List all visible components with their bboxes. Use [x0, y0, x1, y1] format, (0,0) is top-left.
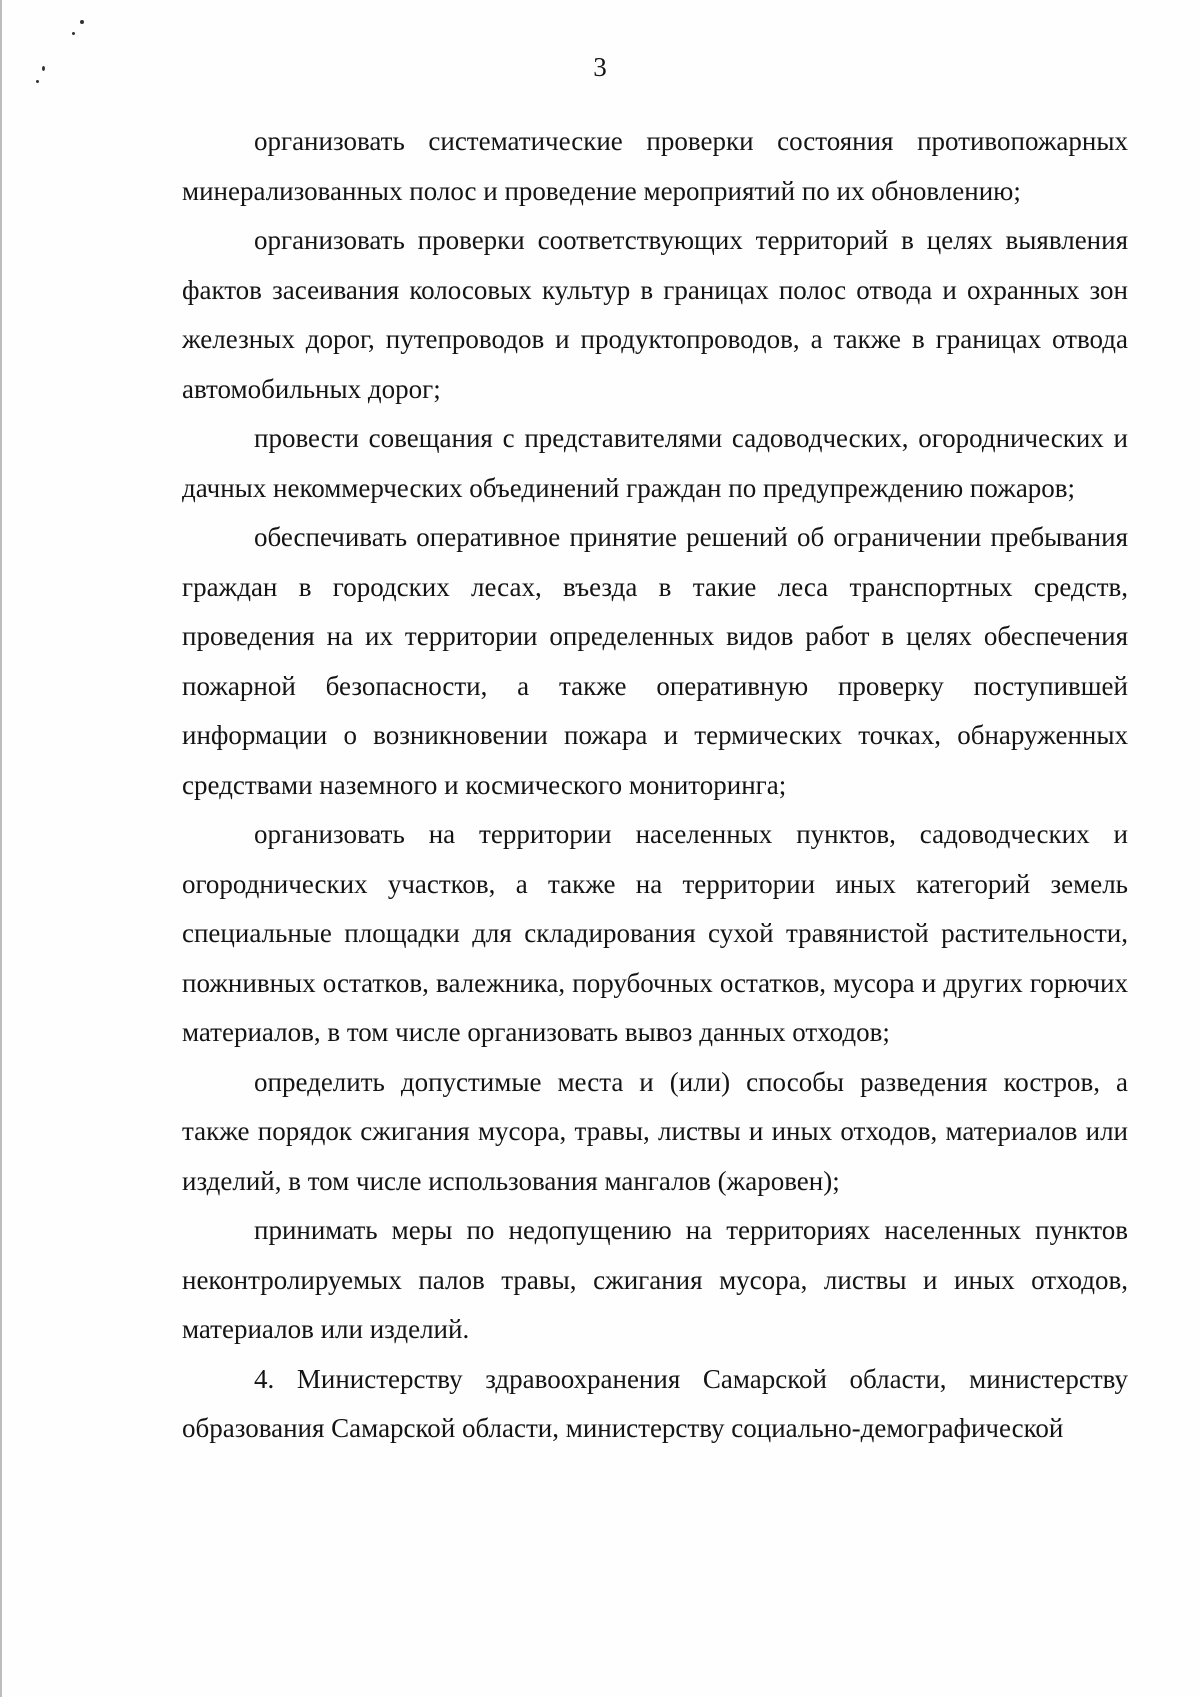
paragraph: обеспечивать оперативное принятие решений об ограничении пребывания граждан в городских лесах, въезда в такие леса транспортных средств, проведения на их территории определенных видов работ в целях обеспечения пожарной безопасности, а также оперативную проверку поступившей информации о возникновении пожара и термических точках, обнаруженных средствами наземного и космического мониторинга;: [182, 522, 1128, 800]
page-number: 3: [593, 52, 607, 82]
scan-edge-line: [0, 0, 2, 1697]
paragraph: организовать на территории населенных пунктов, садоводческих и огороднических участков, а также на территории иных категорий земель специальные площадки для складирования сухой травянистой растительности, пожнивных остатков, валежника, порубочных остатков, мусора и других горючих материалов, в том числе организовать вывоз данных отходов;: [182, 819, 1128, 1047]
paragraph: принимать меры по недопущению на территориях населенных пунктов неконтролируемых палов травы, сжигания мусора, листвы и иных отходов, материалов или изделий.: [182, 1215, 1128, 1344]
paragraph: определить допустимые места и (или) способы разведения костров, а также порядок сжигания мусора, травы, листвы и иных отходов, материалов или изделий, в том числе использования мангалов (жаровен);: [182, 1066, 1128, 1196]
document-body: [182, 117, 1128, 1454]
paragraph: 4. Министерству здравоохранения Самарской области, министерству образования Самарской области, министерству социально-демографической: [182, 1363, 1128, 1443]
scan-speck: [72, 32, 75, 35]
paragraph: организовать систематические проверки состояния противопожарных минерализованных полос и проведение мероприятий по их обновлению;: [182, 126, 1128, 206]
scan-speck: [80, 20, 84, 24]
paragraph: провести совещания с представителями садоводческих, огороднических и дачных некоммерческих объединений граждан по предупреждению пожаров;: [182, 423, 1128, 503]
paragraph: организовать проверки соответствующих территорий в целях выявления фактов засеивания колосовых культур в границах полос отвода и охранных зон железных дорог, путепроводов и продуктопроводов, а также в границах отвода автомобильных дорог;: [182, 225, 1128, 404]
